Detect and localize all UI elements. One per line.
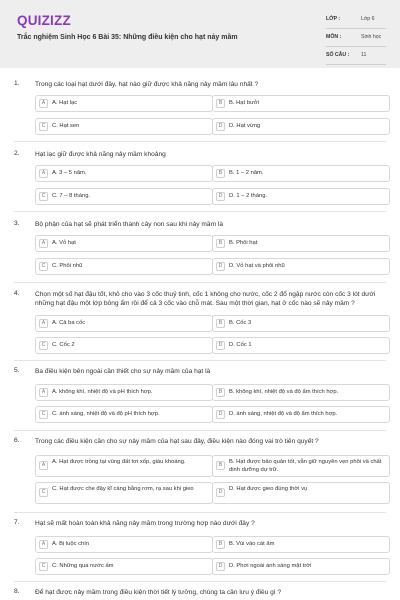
option-text: C. Hạt sen <box>52 123 80 129</box>
quiz-header <box>0 0 400 68</box>
option-letter: A <box>39 461 48 470</box>
option-letter: D <box>216 488 225 497</box>
option-letter: C <box>39 122 48 131</box>
question-text: Ba điều kiện bên ngoài cần thiết cho sự nảy mầm của hạt là <box>35 368 211 375</box>
option-b[interactable] <box>212 95 390 112</box>
option-text: D. ánh sáng, nhiệt độ và độ ẩm thích hợp. <box>229 411 338 417</box>
option-text: A. Vỏ hạt <box>52 240 76 246</box>
question-text: Để hạt được nảy mầm trong điều kiện thời tiết lý tưởng, chúng ta cần lưu ý điều gì ? <box>35 589 282 596</box>
option-a[interactable] <box>35 536 213 553</box>
option-text: A. Cả ba cốc <box>52 320 86 326</box>
option-c[interactable] <box>35 558 213 575</box>
option-text: D. Vỏ hạt và phôi nhũ <box>229 263 285 269</box>
question-divider <box>14 282 386 283</box>
option-text: D. Cốc 1 <box>229 342 252 348</box>
option-d[interactable] <box>212 558 390 575</box>
option-text: C. Cốc 2 <box>52 342 75 348</box>
question-divider <box>14 581 386 582</box>
question-text: Trong các loại hạt dưới đây, hạt nào giữ được khả năng nảy mầm lâu nhất ? <box>35 81 259 88</box>
meta-row-count <box>326 47 386 65</box>
meta-value-class: Lớp 6 <box>361 16 375 22</box>
option-letter: B <box>216 540 225 549</box>
question-divider <box>14 430 386 431</box>
option-text: D. Phơi ngoài ánh sáng mặt trời <box>229 563 312 569</box>
question-number: 5. <box>14 367 20 374</box>
question-number: 8. <box>14 588 20 595</box>
option-letter: C <box>39 192 48 201</box>
option-letter: D <box>216 341 225 350</box>
meta-row-class <box>326 11 386 29</box>
option-letter: C <box>39 410 48 419</box>
quiz-title: Trắc nghiệm Sinh Học 6 Bài 35: Những điều kiện cho hạt nảy mầm <box>17 34 238 41</box>
option-text: C. 7 – 8 tháng. <box>52 193 91 199</box>
quizizz-logo: QUIZIZZ <box>17 13 71 28</box>
option-letter: B <box>216 388 225 397</box>
option-letter: C <box>39 262 48 271</box>
question-number: 2. <box>14 150 20 157</box>
question-divider <box>14 141 386 142</box>
option-letter: C <box>39 488 48 497</box>
option-d[interactable] <box>212 406 390 423</box>
question-number: 4. <box>14 290 20 297</box>
option-text: B. không khí, nhiệt độ và độ ẩm thích hợp. <box>229 389 339 395</box>
option-letter: B <box>216 239 225 248</box>
meta-value-count: 11 <box>361 52 367 58</box>
meta-value-subject: Sinh học <box>361 34 382 40</box>
option-text: B. Hạt bưởi <box>229 100 259 106</box>
option-letter: B <box>216 169 225 178</box>
option-letter: A <box>39 319 48 328</box>
option-b[interactable] <box>212 315 390 332</box>
option-b[interactable] <box>212 455 390 477</box>
question-text: Bộ phận của hạt sẽ phát triển thành cây non sau khi nảy mầm là <box>35 221 224 228</box>
option-b[interactable] <box>212 165 390 182</box>
option-text: C. ánh sáng, nhiệt độ và độ pH thích hợp. <box>52 411 160 417</box>
option-c[interactable] <box>35 118 213 135</box>
option-a[interactable] <box>35 315 213 332</box>
option-c[interactable] <box>35 188 213 205</box>
question-number: 6. <box>14 437 20 444</box>
quiz-meta-table <box>326 11 386 65</box>
option-letter: A <box>39 540 48 549</box>
option-d[interactable] <box>212 258 390 275</box>
question-number: 1. <box>14 80 20 87</box>
option-text: B. Vùi vào cát ẩm <box>229 541 275 547</box>
option-text: B. Phôi hạt <box>229 240 258 246</box>
option-text: B. Hạt được bảo quản tốt, vẫn giữ nguyên vẹn phôi và chất dinh dưỡng dự trữ. <box>229 459 382 473</box>
option-letter: A <box>39 239 48 248</box>
option-letter: A <box>39 169 48 178</box>
option-letter: D <box>216 192 225 201</box>
question-divider <box>14 360 386 361</box>
option-c[interactable] <box>35 258 213 275</box>
meta-key-subject: MÔN : <box>326 34 342 40</box>
option-text: A. 3 – 5 năm. <box>52 170 87 176</box>
option-c[interactable] <box>35 406 213 423</box>
option-letter: D <box>216 410 225 419</box>
question-number: 7. <box>14 519 20 526</box>
option-letter: B <box>216 99 225 108</box>
option-c[interactable] <box>35 482 213 504</box>
option-letter: D <box>216 262 225 271</box>
option-text: B. 1 – 2 năm. <box>229 170 264 176</box>
option-d[interactable] <box>212 118 390 135</box>
option-text: A. Bị luộc chín <box>52 541 90 547</box>
option-text: D. 1 – 2 tháng. <box>229 193 268 199</box>
option-letter: B <box>216 319 225 328</box>
option-d[interactable] <box>212 188 390 205</box>
question-text: Chọn một số hạt đậu tốt, khô cho vào 3 cốc thuỷ tinh, cốc 1 không cho nước, cốc 2 đổ ngập nước còn cốc 3 lót dưới những hạt đậu một lớp bông ẩm rồi để cả 3 cốc vào chỗ mát. Sau một thời gian, hạt ở cốc nào sẽ nảy mầm ? <box>35 291 376 307</box>
option-b[interactable] <box>212 384 390 401</box>
option-letter: B <box>216 461 225 470</box>
question-text: Hạt sẽ mất hoàn toàn khả năng nảy mầm trong trường hợp nào dưới đây ? <box>35 520 255 527</box>
option-text: C. Phôi nhũ <box>52 263 83 269</box>
option-a[interactable] <box>35 165 213 182</box>
option-text: D. Hạt được gieo đúng thời vụ <box>229 486 308 492</box>
option-text: D. Hạt vừng <box>229 123 261 129</box>
option-text: C. Hạt được che đậy kĩ càng bằng rơm, rạ sau khi gieo <box>52 486 194 492</box>
meta-key-class: LỚP : <box>326 16 341 22</box>
option-c[interactable] <box>35 337 213 354</box>
option-letter: D <box>216 562 225 571</box>
option-text: A. Hạt được trồng tại vùng đất tơi xốp, giàu khoáng. <box>52 459 186 465</box>
question-text: Hạt lạc giữ được khả năng nảy mầm khoảng <box>35 151 166 158</box>
option-b[interactable] <box>212 235 390 252</box>
option-text: A. không khí, nhiệt độ và pH thích hợp. <box>52 389 153 395</box>
meta-key-count: SỐ CÂU : <box>326 52 350 58</box>
question-divider <box>14 512 386 513</box>
option-d[interactable] <box>212 482 390 504</box>
question-text: Trong các điều kiện cần cho sự nảy mầm của hạt sau đây, điều kiện nào đóng vai trò tiên quyết ? <box>35 438 319 445</box>
option-text: B. Cốc 3 <box>229 320 252 326</box>
meta-row-subject <box>326 29 386 47</box>
option-text: A. Hạt lạc <box>52 100 78 106</box>
option-letter: C <box>39 562 48 571</box>
option-letter: A <box>39 99 48 108</box>
option-a[interactable] <box>35 235 213 252</box>
option-letter: C <box>39 341 48 350</box>
option-d[interactable] <box>212 337 390 354</box>
option-a[interactable] <box>35 384 213 401</box>
question-number: 3. <box>14 220 20 227</box>
option-letter: D <box>216 122 225 131</box>
option-text: C. Những qua nước ấm <box>52 563 114 569</box>
option-a[interactable] <box>35 95 213 112</box>
option-a[interactable] <box>35 455 213 477</box>
option-b[interactable] <box>212 536 390 553</box>
option-letter: A <box>39 388 48 397</box>
question-divider <box>14 211 386 212</box>
